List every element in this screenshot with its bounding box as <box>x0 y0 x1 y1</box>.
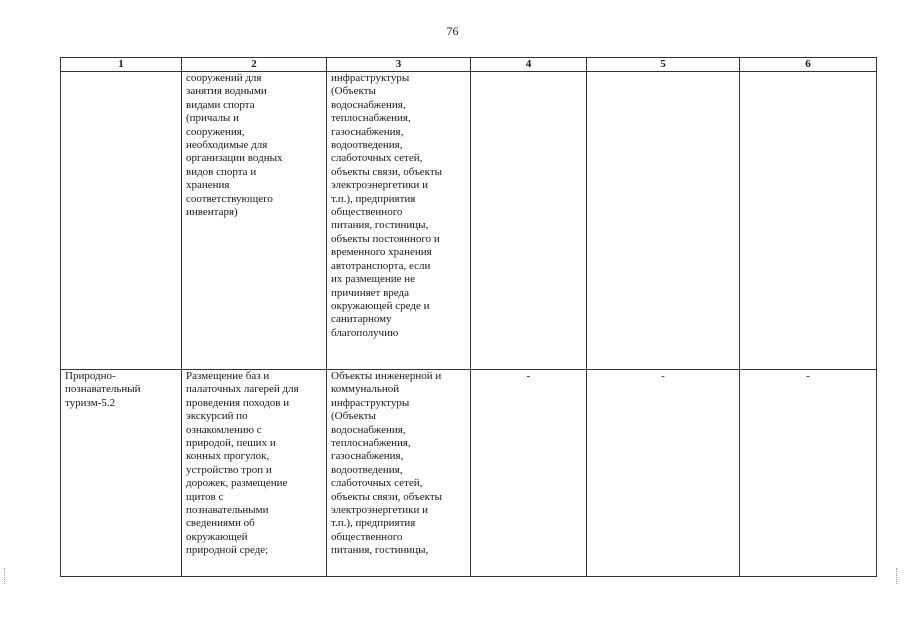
table-row <box>61 72 877 370</box>
cell-text: сооружений для занятия водными видами спорта (причалы и сооружения, необходимые для организации водных видов спорта и хранения соответствующего инвентаря) <box>186 72 283 219</box>
cell-text: - <box>526 370 531 382</box>
column-header-4: 4 <box>471 58 587 72</box>
table-cell-description <box>182 72 327 370</box>
header-row <box>61 58 877 72</box>
table-cell-col4 <box>471 72 587 370</box>
table-cell-col5 <box>587 72 740 370</box>
table-cell-col4 <box>471 370 587 577</box>
cell-text: Природно- познавательный туризм-5.2 <box>65 370 141 409</box>
table-cell-col5 <box>587 370 740 577</box>
table-cell-col6 <box>740 370 877 577</box>
cell-text: Объекты инженерной и коммунальной инфраструктуры (Объекты водоснабжения, теплоснабжения, газоснабжения, водоотведения, слаботочных сетей, объекты связи, объекты электроэнергетики и т.п.), предприятия общественного питания, гостиницы, <box>331 370 443 557</box>
document-table <box>60 57 877 577</box>
column-header-5: 5 <box>587 58 740 72</box>
column-header-3: 3 <box>327 58 471 72</box>
table-cell-objects <box>327 370 471 577</box>
table-cell-description <box>182 370 327 577</box>
table-cell-objects <box>327 72 471 370</box>
column-header-1: 1 <box>61 58 182 72</box>
table-cell-use-kind <box>61 72 182 370</box>
column-header-2: 2 <box>182 58 327 72</box>
cell-text: Размещение баз и палаточных лагерей для проведения походов и экскурсий по ознакомлению с природой, пеших и конных прогулок, устройство троп и дорожек, размещение щитов с познавательными сведениями об окружающей природной среде; <box>186 370 299 557</box>
table-row <box>61 370 877 577</box>
table-header <box>61 58 877 72</box>
column-header-6: 6 <box>740 58 877 72</box>
right-margin-scan-mark <box>896 568 899 584</box>
table-cell-col6 <box>740 72 877 370</box>
page-number: 76 <box>446 24 459 38</box>
cell-text: инфраструктуры (Объекты водоснабжения, теплоснабжения, газоснабжения, водоотведения, слаботочных сетей, объекты связи, объекты электроэнергетики и т.п.), предприятия общественного питания, гостиницы, объекты постоянного и временного хранения автотранспорта, если их размещение не причиняет вреда окружающей среде и санитарному благополучию <box>331 72 443 339</box>
cell-text: - <box>661 370 665 382</box>
table-body <box>61 72 877 577</box>
cell-text: - <box>806 370 810 382</box>
left-margin-scan-mark <box>4 568 7 584</box>
table-cell-use-kind <box>61 370 182 577</box>
